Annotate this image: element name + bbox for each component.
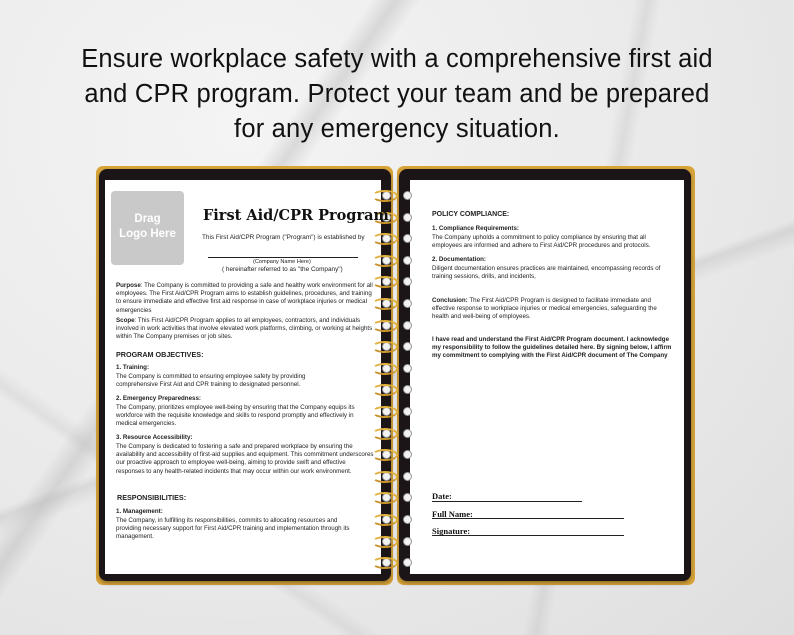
logo-placeholder-line-1: Drag xyxy=(134,213,161,225)
full-name-line[interactable] xyxy=(432,518,624,519)
spiral-ring xyxy=(372,514,398,526)
purpose-paragraph xyxy=(116,282,374,315)
spiral-ring xyxy=(372,298,398,310)
objective-2-text: The Company, prioritizes employee well-being by ensuring that the Company equips its workforce with the requisite knowledge and skills to respond promptly and effectively in medical emergencies. xyxy=(116,404,355,428)
binding-hole xyxy=(403,537,412,546)
scope-text: : This First Aid/CPR Program applies to all employees, contractors, and individuals involved in work activities that involve elevated work platforms, climbing, or working at heights within The Company premises or job sites. xyxy=(116,317,373,341)
signature-label: Signature: xyxy=(432,526,471,536)
spiral-ring xyxy=(372,557,398,569)
binding-hole xyxy=(403,321,412,330)
objectives-heading: PROGRAM OBJECTIVES: xyxy=(116,350,204,359)
binding-hole xyxy=(403,472,412,481)
headline-line-3: for any emergency situation. xyxy=(234,115,560,143)
spiral-ring xyxy=(372,363,398,375)
conclusion-label: Conclusion: xyxy=(432,297,468,304)
acknowledgement-statement: I have read and understand the First Aid/CPR Program document. I acknowledge my responsibility to follow the guidelines detailed here. By signing below, I affirm my commitment to complying with the First Aid/CPR document of The Company xyxy=(432,336,672,360)
conclusion-text: The First Aid/CPR Program is designed to facilitate immediate and effective response to workplace injuries or medical emergencies, safeguarding the health and well-being of employees. xyxy=(432,297,657,321)
hereinafter-line: ( hereinafter referred to as "the Company") xyxy=(222,266,343,273)
logo-placeholder-line-2: Logo Here xyxy=(119,228,176,240)
compliance-2-heading: 2. Documentation: xyxy=(432,256,486,263)
signature-line[interactable] xyxy=(432,535,624,536)
spiral-ring xyxy=(372,449,398,461)
scope-paragraph xyxy=(116,317,374,342)
objective-1-heading: 1. Training: xyxy=(116,364,150,371)
responsibilities-heading: RESPONSIBILITIES: xyxy=(117,493,187,502)
date-line[interactable] xyxy=(432,501,582,502)
spiral-ring xyxy=(372,406,398,418)
objective-1-text: The Company is committed to ensuring employee safety by providing comprehensive First Aid and CPR training to designated personnel. xyxy=(116,373,306,389)
scope-label: Scope xyxy=(116,317,135,324)
spiral-ring xyxy=(372,320,398,332)
responsibility-1-heading: 1. Management: xyxy=(116,508,163,515)
spiral-ring xyxy=(372,341,398,353)
date-label: Date: xyxy=(432,491,452,501)
binding-hole xyxy=(403,407,412,416)
objective-3-heading: 3. Resource Accessibility: xyxy=(116,434,193,441)
company-name-caption: (Company Name Here) xyxy=(253,259,311,265)
spiral-ring xyxy=(372,471,398,483)
binding-hole xyxy=(403,515,412,524)
compliance-1-text: The Company upholds a commitment to policy compliance by ensuring that all employees are informed and adhere to First Aid/CPR procedures and protocols. xyxy=(432,234,651,250)
headline-line-1: Ensure workplace safety with a comprehensive first aid xyxy=(81,45,713,73)
logo-placeholder[interactable] xyxy=(111,191,184,265)
compliance-heading: POLICY COMPLIANCE: xyxy=(432,211,510,218)
responsibility-1-text: The Company, in fulfilling its responsibilities, commits to allocating resources and providing necessary support for First Aid/CPR training and implementation through its management. xyxy=(116,517,350,541)
conclusion-paragraph xyxy=(432,297,670,322)
spiral-ring xyxy=(372,276,398,288)
binding-hole xyxy=(403,191,412,200)
binding-hole xyxy=(403,256,412,265)
purpose-label: Purpose xyxy=(116,282,141,289)
binding-hole xyxy=(403,213,412,222)
full-name-label: Full Name: xyxy=(432,509,473,519)
compliance-2-text: Diligent documentation ensures practices are maintained, encompassing records of training sessions, drills, and incidents, xyxy=(432,265,661,281)
headline xyxy=(40,42,754,147)
spiral-ring xyxy=(372,492,398,504)
spiral-ring xyxy=(372,190,398,202)
binding-hole xyxy=(403,299,412,308)
purpose-text: : The Company is committed to providing a safe and healthy work environment for all employees. The First Aid/CPR Program aims to establish guidelines, procedures, and training to ensure immediate and effective first aid response in case of workplace injuries or medical emergencies xyxy=(116,282,373,314)
spiral-ring xyxy=(372,233,398,245)
spiral-ring xyxy=(372,255,398,267)
objective-3-text: The Company is dedicated to fostering a safe and prepared workplace by ensuring the availability and accessibility of first-aid supplies and equipment. This commitment underscores our proactive approach to employee well-being, aiming to provide swift and effective responses to any health-related incidents that may occur within our work environment. xyxy=(116,443,374,475)
document-title: First Aid/CPR Program xyxy=(203,207,389,224)
compliance-1-heading: 1. Compliance Requirements: xyxy=(432,225,519,232)
spiral-ring xyxy=(372,428,398,440)
spiral-ring xyxy=(372,536,398,548)
objective-2-heading: 2. Emergency Preparedness: xyxy=(116,395,201,402)
binding-hole xyxy=(403,364,412,373)
spiral-ring xyxy=(372,384,398,396)
established-line: This First Aid/CPR Program ("Program") is established by xyxy=(202,234,365,241)
binding-hole xyxy=(403,429,412,438)
headline-line-2: and CPR program. Protect your team and be prepared xyxy=(84,80,710,108)
